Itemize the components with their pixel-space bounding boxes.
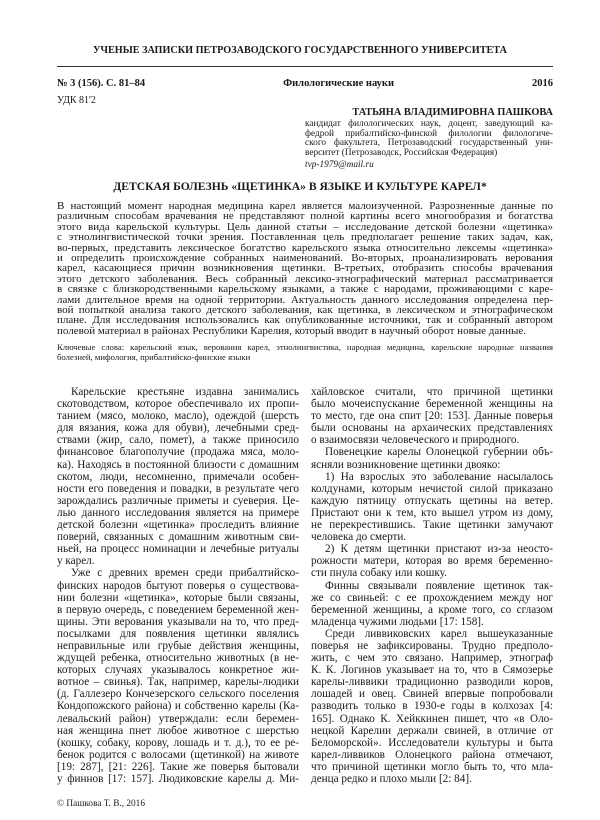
affiliation-line: верситет (Петрозаводск, Российская Федерация) — [305, 147, 498, 158]
paragraph — [311, 446, 553, 470]
abstract — [57, 201, 553, 336]
header-rule — [57, 66, 553, 67]
paragraph-line: (кошку, собаку, корову, лошадь и т. д.), то ее ре- — [57, 736, 299, 749]
author-affiliation — [305, 120, 553, 158]
paragraph-line: Пристают они к тем, кто вышел утром из дому, — [311, 506, 553, 519]
paragraph-line: Беломорской». Исследователи культуры и быта — [311, 736, 553, 749]
abstract-line: и определить происхождение собранных наименований. Во-вторых, проанализировать верования — [57, 252, 553, 265]
paragraph-line: денца редко и плохо мыли [2: 84]. — [311, 773, 472, 785]
paragraph — [311, 386, 553, 446]
paragraph-line: неправильные или грубые действия женщины, — [57, 639, 299, 652]
abstract-line: во-первых, представить лексическое богатство карельского языка относительно лексемы «щетинка» — [57, 241, 553, 254]
paragraph-line: скотом, люди, несомненно, примечали особен- — [57, 470, 299, 483]
paragraph-line: Карельские крестьяне издавна занимались — [71, 386, 299, 398]
paragraph-line: что причиной щетинки могло быть то, что мла- — [311, 760, 553, 773]
author-name: ТАТЬЯНА ВЛАДИМИРОВНА ПАШКОВА — [352, 107, 553, 118]
paragraph-line: поверий, связанных с домашним животным сви- — [57, 531, 299, 544]
paragraph-line: беременной женщины, а кроме того, со сглазом — [311, 603, 553, 616]
issue-meta — [57, 78, 553, 90]
issue-number: № 3 (156). С. 81–84 — [57, 78, 146, 89]
paragraph-line: бенок родится с волосами (щетинкой) на животе — [57, 748, 299, 761]
paragraph-line: [19: 287], [21: 226]. Такие же поверья бытовали — [57, 760, 299, 773]
paragraph-line: Повенецкие карелы Олонецкой губернии объ- — [325, 446, 553, 459]
abstract-line: плане. Для исследования использовались как опубликованные источники, так и собранный автором — [57, 314, 553, 327]
issue-year: 2016 — [531, 78, 553, 89]
abstract-line: лами длительное время на одной территории. Актуальность данного исследования определена пер- — [57, 293, 553, 306]
paragraph-line: К. К. Логинов указывает на то, что в Сямозерье — [311, 664, 553, 677]
paragraph-line: 2) К детям щетинки пристают из-за неосто- — [325, 543, 553, 556]
paragraph-line: ная женщина пнет любое животное с шерстью — [57, 724, 299, 737]
abstract-line: различным способам врачевания не представляют полной картины всего многообразия и богатства — [57, 210, 553, 223]
paragraph-line: вотное – свинья). Так, например, карелы-людики — [57, 676, 299, 689]
affiliation-line: ского факультета, Петрозаводский государственный уни- — [305, 138, 553, 149]
paragraph-line: скотоводством, которое обеспечивало их пропи- — [57, 398, 299, 411]
paragraph-line: нии болезни «щетинка», которые были связаны, — [57, 591, 299, 604]
paragraph-line: финансовое благополучие (продажа мяса, моло- — [57, 446, 299, 459]
paragraph-line: сти пнула собаку или кошку. — [311, 567, 447, 580]
paragraph-line: ствами (жир, сало, помет), а также приносило — [57, 434, 299, 447]
paragraph-line: рожности матери, которая во время беременно- — [311, 555, 553, 568]
abstract-line: в связке с близкородственными карельскому языками, а также с народами, проживающими с каре- — [57, 283, 553, 296]
paragraph-line: ности его поведения и повадки, в результате чего — [57, 482, 299, 495]
section-name: Филологические науки — [283, 78, 395, 89]
udk-code: УДК 81'2 — [57, 95, 96, 106]
paragraph-line: детской болезни «щетинка» проследить влияние — [57, 519, 299, 532]
paragraph-line: о взаимосвязи человеческого и природного. — [311, 434, 520, 447]
journal-title: УЧЕНЫЕ ЗАПИСКИ ПЕТРОЗАВОДСКОГО ГОСУДАРСТВЕННОГО УНИВЕРСИТЕТА — [93, 45, 507, 56]
keywords-line: болезней, мифология, прибалтийско-финские языки — [57, 351, 251, 362]
paragraph-line: ньей, на процесс номинации и лечебные ритуалы — [57, 543, 299, 556]
paragraph-line: колдунами, которым нечистой силой приказано — [311, 482, 553, 495]
paragraph — [57, 386, 299, 567]
article-title: ДЕТСКАЯ БОЛЕЗНЬ «ЩЕТИНКА» В ЯЗЫКЕ И КУЛЬТУРЕ КАРЕЛ* — [113, 180, 487, 193]
paragraph-line: нецкой Карелии держали свиней, в отличие от — [311, 724, 553, 737]
body-column-right — [311, 386, 553, 785]
paragraph-line: было мочеиспускание беременной женщины на — [311, 398, 553, 411]
paragraph-line: финских народов бытуют поверья о существова- — [57, 579, 299, 592]
paragraph-line: разводить только в 1930-е годы в колхозах [4: — [311, 700, 553, 713]
paragraph-line: Среди ливвиковских карел вышеуказанные — [325, 627, 553, 640]
paragraph-line: Кондопожского района) и собственно карелы (Ка- — [57, 700, 299, 713]
paragraph-line: которых случаях указывалось конкретное жи- — [57, 664, 299, 677]
paragraph-line: хайловское считали, что причиной щетинки — [311, 386, 553, 398]
paragraph-line: каждую пятницу отпускать щетины на ветер. — [311, 494, 553, 507]
paragraph-line: лошадей и овец. Свиней впервые попробовали — [311, 688, 553, 701]
paragraph-line: не перекрестившись. Такие щетинки замучают — [311, 519, 553, 532]
paragraph-line: зарождались различные приметы и суеверия. Це- — [57, 494, 299, 507]
paragraph — [311, 471, 553, 544]
paragraph-line: то место, где она спит [20: 153]. Данные поверья — [311, 410, 553, 423]
paragraph-line: ждущей ребенка, относительно животных (в не- — [57, 652, 299, 665]
body-column-left — [57, 386, 299, 785]
paragraph-line: у финнов [17: 157]. Людиковские карелы д. Ми- — [57, 773, 299, 785]
abstract-line: этого детского заболевания. Весь собранный лексико-этнографический материал рассматривается — [57, 272, 553, 285]
abstract-line: этого вида карельской культуры. Цель данной статьи – исследование детской болезни «щетинка» — [57, 220, 553, 233]
author-email[interactable]: tvp-1979@mail.ru — [305, 160, 374, 170]
paragraph — [311, 543, 553, 579]
abstract-line: вой попыткой анализа такого детского заболевания, как щетинка, в лексическом и этнографическом — [57, 304, 553, 317]
paragraph-line: поверья не зафиксированы. Трудно предполо- — [311, 639, 553, 652]
affiliation-line: федрой прибалтийско-финской филологии филологиче- — [305, 128, 553, 139]
paragraph-line: же со свиньей: с ее прохождением между ног — [311, 591, 553, 604]
paragraph-line: посылками для появления щетинки являлись — [57, 627, 299, 640]
paragraph-line: были основаны на архаических представлениях — [311, 422, 553, 435]
paragraph-line: Финны связывали появление щетинок так- — [325, 579, 553, 592]
paragraph — [311, 628, 553, 785]
paragraph-line: карел-ливвиков Олонецкого района отмечают, — [311, 748, 553, 761]
paragraph-line: 1) На взрослых это заболевание насылалось — [325, 470, 553, 483]
paragraph-line: человека до смерти. — [311, 531, 407, 544]
paragraph-line: (д. Галлезеро Кончезерского сельского поселения — [57, 688, 299, 701]
abstract-line: полевой материал в районах Республики Карелия, который вводит в научный оборот новые данные. — [57, 324, 527, 337]
paragraph-line: в первую очередь, с поведением беременной жен- — [57, 603, 299, 616]
keywords-line: Ключевые слова: карельский язык, верования карел, этнолингвистика, народная медицина, карельские народные названия — [57, 342, 553, 352]
paragraph — [311, 580, 553, 628]
paragraph-line: у карел. — [57, 555, 95, 568]
paragraph-line: ясняли возникновение щетинки двояко: — [311, 458, 501, 471]
paragraph-line: Уже с древних времен среди прибалтийско- — [71, 567, 299, 580]
paragraph-line: ка). Находясь в постоянной близости с домашним — [57, 458, 299, 471]
paragraph-line: 165]. Однако К. Хейккинен пишет, что «в Оло- — [311, 712, 553, 725]
paragraph-line: младенца чужими людьми [17: 158]. — [311, 615, 484, 628]
abstract-line: карел, касающиеся причин возникновения щетинки. В-третьих, отобразить способы врачевания — [57, 262, 553, 275]
affiliation-line: кандидат филологических наук, доцент, заведующий ка- — [305, 119, 553, 129]
paragraph-line: лью данного исследования является на примере — [57, 506, 299, 519]
paragraph-line: карелы-ливвики традиционно разводили коров, — [311, 676, 553, 689]
abstract-line: В настоящий момент народная медицина карел является малоизученной. Разрозненные данные по — [57, 200, 553, 212]
keywords — [57, 343, 553, 362]
paragraph — [57, 567, 299, 785]
paragraph-line: левальский район) утверждали: если беремен- — [57, 712, 299, 725]
paragraph-line: танием (мясо, молоко, масло), одеждой (шерсть — [57, 410, 299, 423]
abstract-line: с этнолингвистической точки зрения. Поставленная цель предполагает решение таких задач, как, — [57, 231, 553, 244]
copyright: © Пашкова Т. В., 2016 — [57, 799, 145, 809]
paragraph-line: щины. Эти верования указывали на то, что пред- — [57, 615, 299, 628]
paragraph-line: жить, с чем это связано. Например, этнограф — [311, 652, 553, 665]
paragraph-line: для вязания, кожа для обуви), лечебными сред- — [57, 422, 299, 435]
